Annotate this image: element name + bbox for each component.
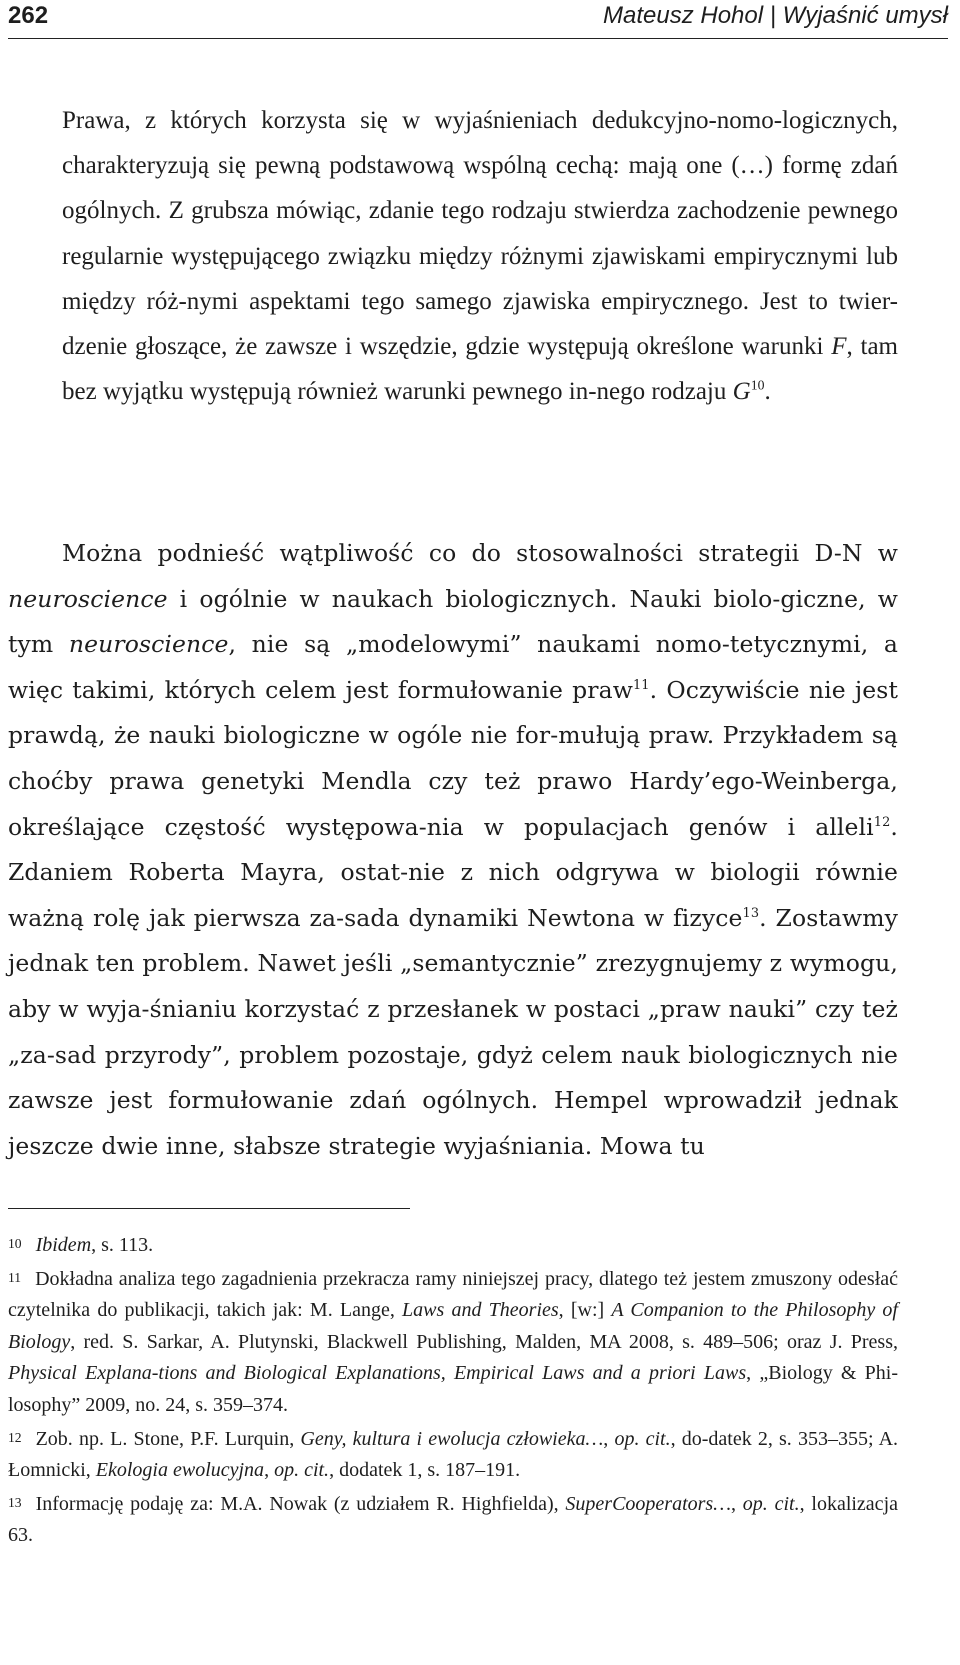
quote-text: , tam bez wyjątku występują również warunki pewnego in-nego rodzaju bbox=[62, 333, 898, 406]
body-text-run: . Oczywiście nie jest prawdą, że nauki biologiczne w ogóle nie for-mułują praw. Przykładem są choćby prawa genetyki Mendla czy też prawo Hardy’ego-Weinberga, określające częstość występowa-nia w populacjach genów i alleli bbox=[8, 675, 898, 841]
footnote-number: 12 bbox=[8, 1429, 22, 1445]
term-neuroscience: neuroscience bbox=[8, 584, 168, 613]
body-text-run: Można podnieść wątpliwość co do stosowalności strategii D-N w bbox=[62, 539, 898, 567]
variable-g: G bbox=[732, 378, 751, 406]
footnote-ref-11[interactable]: 11 bbox=[632, 677, 650, 693]
quote-text: Prawa, z których korzysta się w wyjaśnieniach dedukcyjno-nomo-logicznych, charakteryzują się pewną podstawową wspólną cechą: mają one (…) formę zdań ogólnych. Z grubsza mówiąc, zdanie tego rodzaju stwierdza zachodzenie pewnego regularnie występującego związku między różnymi zjawiskami empirycznymi lub między róż-nymi aspektami tego samego zjawiska empirycznego. Jest to twier-dzenie głoszące, że zawsze i wszędzie, gdzie występują określone warunki bbox=[62, 107, 898, 361]
term-neuroscience: neuroscience bbox=[68, 630, 229, 659]
footnote-ref-12[interactable]: 12 bbox=[873, 814, 891, 830]
footnote-italic: op. cit. bbox=[742, 1492, 800, 1515]
body-text-run: i ogólnie w naukach biologicznych. Nauki biolo-giczne, w tym bbox=[8, 584, 898, 659]
footnote-italic: A Companion to the Philosophy of Biology bbox=[8, 1299, 898, 1353]
footnote-text: , s. 113. bbox=[91, 1234, 154, 1256]
footnote-text: , do-datek 2, s. 353–355; A. Łomnicki, bbox=[8, 1427, 899, 1482]
footnote-text: , bbox=[603, 1427, 615, 1450]
footnote-text: , [w:] bbox=[558, 1299, 612, 1322]
footnote-text: , dodatek 1, s. 187–191. bbox=[329, 1459, 521, 1482]
footnotes bbox=[8, 1228, 898, 1552]
main-text bbox=[8, 531, 898, 1169]
body-paragraph bbox=[8, 531, 898, 1169]
footnote-text: , „Biology & Phi-losophy” 2009, no. 24, s. 359–374. bbox=[8, 1362, 898, 1416]
footnote-text: Informację podaję za: M.A. Nowak (z udziałem R. Highfielda), bbox=[35, 1492, 566, 1515]
footnote-text: , red. S. Sarkar, A. Plutynski, Blackwell Publishing, Malden, MA 2008, s. 489–506; oraz J. Press, bbox=[70, 1330, 898, 1353]
page-number: 262 bbox=[8, 2, 49, 29]
footnote-text: , lokalizacja 63. bbox=[8, 1492, 898, 1547]
footnote-text: , bbox=[264, 1459, 275, 1482]
variable-f: F bbox=[831, 333, 847, 361]
page-header bbox=[8, 0, 948, 39]
footnote-10 bbox=[8, 1228, 898, 1262]
footnote-text: , bbox=[731, 1492, 743, 1515]
footnote-text: Dokładna analiza tego zagadnienia przekracza ramy niniejszej pracy, dlatego też jestem zmuszony odesłać czytelnika do publikacji, takich jak: M. Lange, bbox=[8, 1267, 898, 1322]
footnote-italic: SuperCooperators… bbox=[565, 1492, 731, 1515]
footnote-italic: Laws and Theories bbox=[402, 1299, 559, 1322]
body-text-run: . Zostawmy jednak ten problem. Nawet jeśli „semantycznie” zrezygnujemy z wymogu, aby w wyja-śnianiu korzystać z przesłanek w postaci „praw nauki” czy też „za-sad przyrody”, problem pozostaje, gdyż celem nauk biologicznych nie zawsze jest formułowanie zdań ogólnych. Hempel wprowadził jednak jeszcze dwie inne, słabsze strategie wyjaśniania. Mowa tu bbox=[8, 903, 899, 1160]
running-head: Mateusz Hohol | Wyjaśnić umysł bbox=[603, 2, 948, 29]
footnote-italic: Ekologia ewolucyjna bbox=[95, 1459, 265, 1482]
footnote-italic: op. cit. bbox=[274, 1459, 330, 1482]
quote-paragraph bbox=[62, 98, 898, 414]
block-quote bbox=[62, 98, 898, 414]
footnote-12 bbox=[8, 1422, 898, 1487]
footnote-13 bbox=[8, 1487, 898, 1552]
body-text-run: . Zdaniem Roberta Mayra, ostat-nie z nich odgrywa w biologii równie ważną rolę jak pierwsza za-sada dynamiki Newtona w fizyce bbox=[8, 812, 898, 932]
footnote-italic: op. cit. bbox=[614, 1427, 671, 1450]
footnote-number: 10 bbox=[8, 1236, 22, 1251]
footnote-11 bbox=[8, 1262, 898, 1422]
footnote-number: 13 bbox=[8, 1494, 22, 1510]
footnote-text: Zob. np. L. Stone, P.F. Lurquin, bbox=[35, 1427, 301, 1450]
footnote-italic: Ibidem bbox=[35, 1234, 92, 1256]
quote-text: . bbox=[764, 378, 771, 406]
footnote-number: 11 bbox=[8, 1269, 22, 1285]
footnote-ref-13[interactable]: 13 bbox=[742, 905, 760, 921]
footnote-italic: Physical Explana-tions and Biological Explanations, Empirical Laws and a priori Laws bbox=[8, 1362, 747, 1385]
footnote-italic: Geny, kultura i ewolucja człowieka… bbox=[300, 1427, 604, 1450]
body-text-run: , nie są „modelowymi” naukami nomo-tetycznymi, a więc takimi, których celem jest formułowanie praw bbox=[8, 630, 899, 704]
footnote-ref-10[interactable]: 10 bbox=[750, 377, 765, 393]
footnote-divider bbox=[8, 1208, 410, 1209]
